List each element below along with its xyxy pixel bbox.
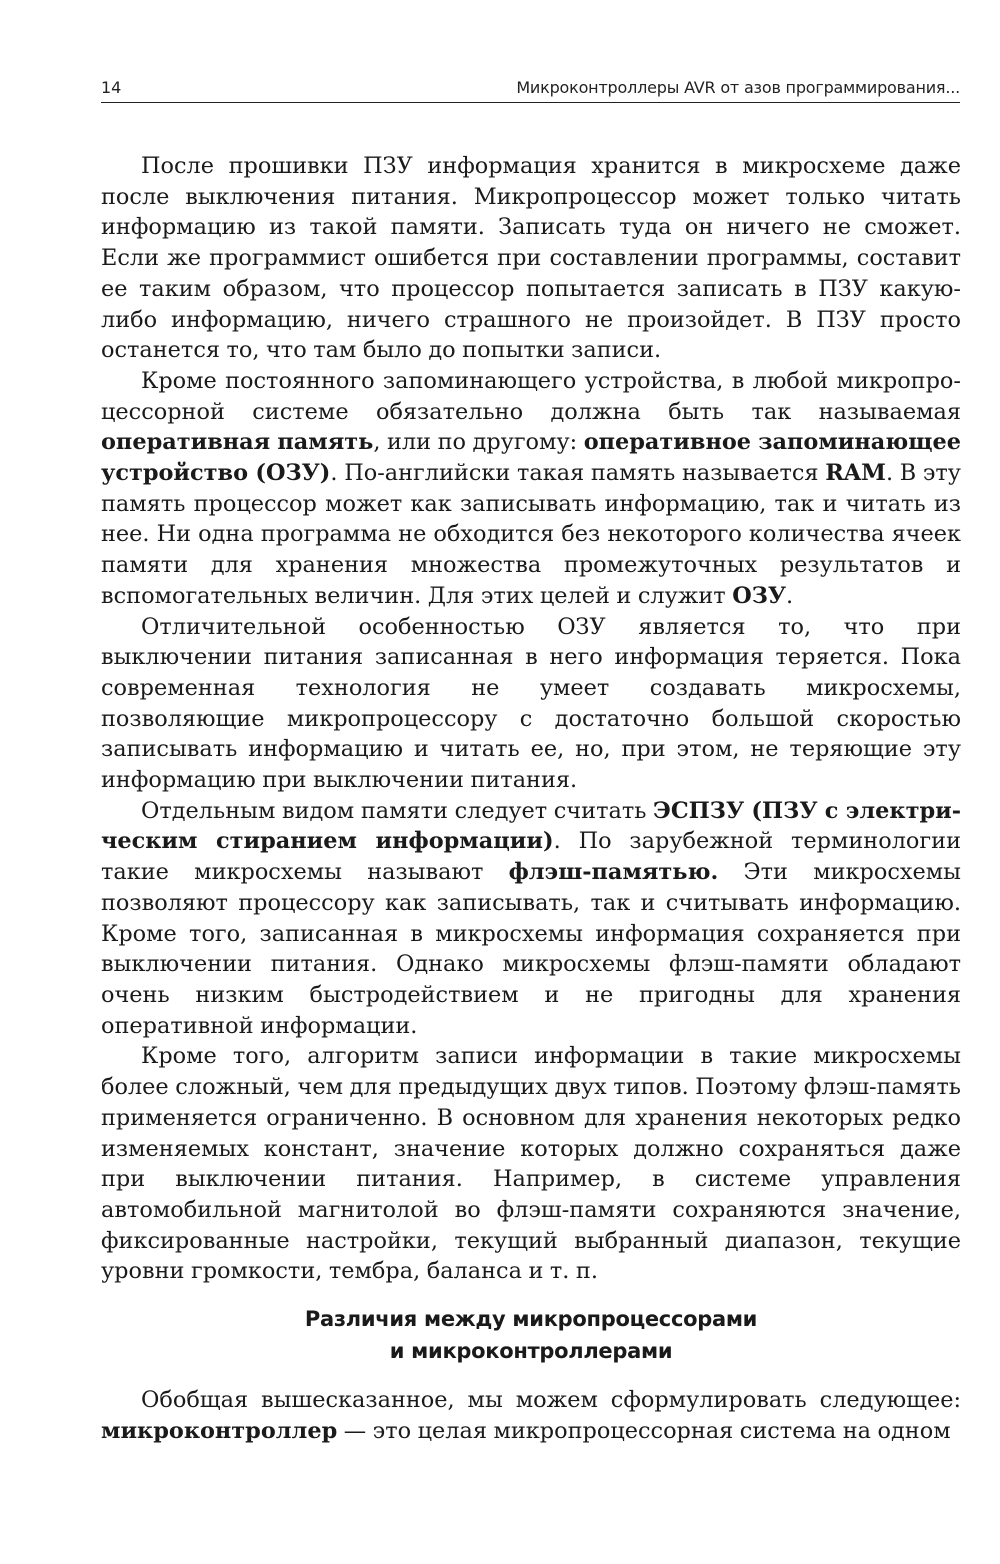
paragraph-microcontroller-definition bbox=[101, 1385, 961, 1446]
term-flash-memory: флэш-памятью. bbox=[508, 859, 719, 886]
text-segment: . bbox=[786, 582, 794, 609]
section-heading bbox=[101, 1303, 961, 1367]
paragraph-flash-usage bbox=[101, 1041, 961, 1287]
text-segment: Обобщая вышесказанное, мы можем сформулировать следующее: bbox=[141, 1387, 961, 1413]
term-operative-memory: оперативная память bbox=[101, 429, 374, 456]
text-segment: . В эту память процессор может как записывать информацию, так и читать из нее. Ни одна программа не обходится без некоторого количества ячеек памяти для хранения множества промежуточных результатов и вспомогательных величин. Для этих целей и служит bbox=[101, 460, 961, 609]
paragraph-eeprom bbox=[101, 796, 961, 1042]
paragraph-ram-volatility bbox=[101, 612, 961, 796]
term-eeprom: ЭСПЗУ (ПЗУ с электрическим стиранием информации) bbox=[101, 797, 961, 855]
running-header bbox=[101, 74, 960, 103]
section-heading-line-1: Различия между микропроцессорами bbox=[304, 1307, 758, 1331]
text-segment: — это целая микропроцессорная система на одном bbox=[337, 1417, 951, 1444]
term-ram: RAM bbox=[825, 460, 886, 487]
term-microcontroller: микроконтроллер bbox=[101, 1417, 338, 1444]
book-title: Микроконтроллеры AVR от азов программирования... bbox=[516, 78, 960, 97]
text-segment: . По-английски такая память называется bbox=[330, 460, 826, 487]
text-segment: Отличительной особенностью ОЗУ является то, что при выключении питания записанная в него информация теряется. Пока современная технология не умеет создавать микросхемы, позволяющие микропроцессору с достаточно большой скоростью записывать информацию и читать ее, но, при этом, не теряющие эту информацию при выключении питания. bbox=[101, 613, 961, 794]
text-segment: После прошивки ПЗУ информация хранится в микросхеме даже после выключения питания. Микропроцессор может только читать информацию из такой памяти. Записать туда он ничего не сможет. Если же программист ошибется при составлении программы, составит ее таким образом, что процессор попытается записать в ПЗУ какую-либо информацию, ничего страшного не произойдет. В ПЗУ просто останется то, что там было до попытки записи. bbox=[101, 153, 961, 364]
text-segment: Отдельным видом памяти следует считать bbox=[141, 797, 654, 824]
term-ram-full: оперативное запоминающее устройство (ОЗУ) bbox=[101, 429, 961, 487]
page-number: 14 bbox=[101, 78, 122, 97]
text-segment: Эти микросхемы позволяют процессору как записывать, так и считывать информацию. Кроме того, записанная в микросхемы информация сохраняется при выключении питания. Однако микросхемы флэш-памяти обладают очень низким быстродействием и не пригодны для хранения оперативной информации. bbox=[101, 859, 961, 1039]
body-text bbox=[101, 151, 961, 1287]
text-segment: . По зарубежной терминологии такие микросхемы называют bbox=[101, 828, 961, 886]
paragraph-rom-persistence bbox=[101, 151, 961, 366]
text-segment: , или по другому: bbox=[373, 429, 584, 456]
term-ozu: ОЗУ bbox=[732, 582, 787, 609]
text-segment: Кроме постоянного запоминающего устройства, в любой микропроцессорной системе обязательно должна быть так называемая bbox=[101, 367, 961, 425]
section-heading-line-2: и микроконтроллерами bbox=[389, 1339, 673, 1363]
body-text-continued bbox=[101, 1385, 961, 1446]
text-segment: Кроме того, алгоритм записи информации в такие микросхемы более сложный, чем для предыдущих двух типов. Поэтому флэш-память применяется ограниченно. В основном для хранения некоторых редко изменяемых констант, значение которых должно сохраняться даже при выключении питания. Например, в системе управления автомобильной магнитолой во флэш-памяти сохраняются значение, фиксированные настройки, текущий выбранный диапазон, текущие уровни громкости, тембра, баланса и т. п. bbox=[101, 1043, 961, 1285]
paragraph-ram-definition bbox=[101, 366, 961, 612]
